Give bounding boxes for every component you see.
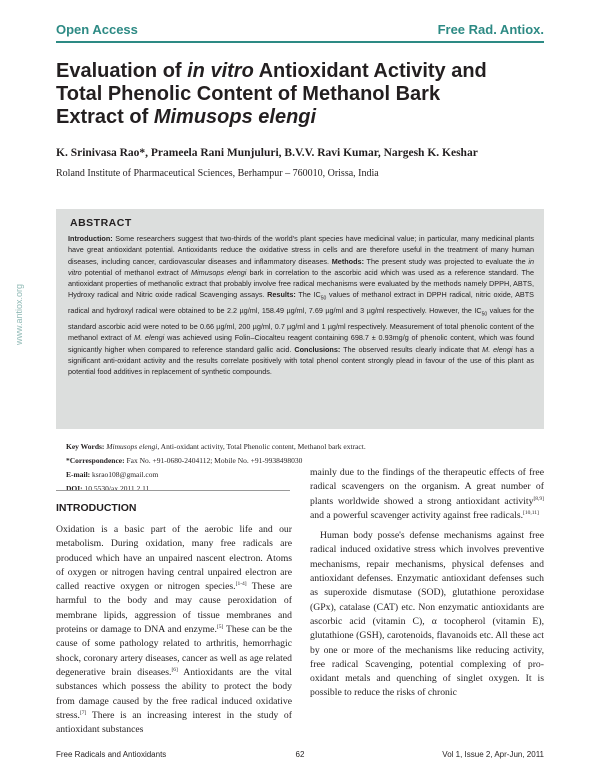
abstract-intro-label: Introduction: bbox=[68, 234, 113, 243]
abstract-results-text: values for the standard ascorbic acid were noted to be 0.66 µg/ml, 200 µg/ml, 0.7 µg/ml and 1 µg/ml respectively. Measurement of total phenolic content of the methanol extract of bbox=[68, 306, 534, 343]
abstract-results-text: The IC bbox=[295, 290, 321, 300]
doi-link[interactable]: 10.5530/ax.2011.2.11 bbox=[82, 484, 150, 493]
intro-text: There is an increasing interest in the study of antioxidant substances bbox=[56, 709, 292, 736]
email-label: E-mail: bbox=[66, 470, 91, 479]
email-link[interactable]: ksrao108@gmail.com bbox=[90, 470, 159, 479]
side-url-text: www.antiox.org bbox=[14, 283, 24, 345]
abstract-methods-label: Methods: bbox=[331, 256, 364, 266]
article-title bbox=[56, 60, 496, 129]
abstract-conclusions-text: The observed results clearly indicate that bbox=[340, 344, 483, 354]
intro-text: mainly due to the findings of the therapeutic effects of free radical scavengers on the organism. A great number of plants worldwide showed a strong antioxidant activity bbox=[310, 467, 544, 507]
intro-text: These are harmful to the body and may cause peroxidation of membrane lipids, aggression of tissue membranes and proteins or damage to DNA and enzyme. bbox=[56, 581, 293, 636]
keywords-line bbox=[66, 440, 536, 454]
citation[interactable]: [7] bbox=[79, 709, 87, 716]
citation[interactable]: [5] bbox=[216, 623, 224, 630]
abstract-methods-text: potential of methanol extract of bbox=[81, 267, 191, 277]
abstract-results-text: was achieved using Folin–Ciocalteu reagent containing 698.7 ± 0.93mg/g of phenolic content, which was found signicantly higher when compared to reference standard gallic acid. bbox=[68, 333, 535, 354]
affiliation: Roland Institute of Pharmaceutical Sciences, Berhampur – 760010, Orissa, India bbox=[56, 168, 379, 179]
footer-journal: Free Radicals and Antioxidants bbox=[56, 750, 167, 759]
introduction-heading: INTRODUCTION bbox=[56, 502, 137, 514]
ic50-subscript: 50 bbox=[320, 295, 327, 302]
keywords-italic: Mimusops elengi, bbox=[106, 442, 160, 451]
doi-label: DOI: bbox=[66, 484, 83, 493]
authors: K. Srinivasa Rao*, Prameela Rani Munjuluri, B.V.V. Ravi Kumar, Nargesh K. Keshar bbox=[56, 147, 478, 159]
abstract-methods-italic: in vitro bbox=[68, 256, 534, 277]
title-italic-1: in vitro bbox=[187, 60, 254, 82]
intro-text: and a powerful scavenger activity against free radicals. bbox=[310, 509, 524, 521]
citation[interactable]: [1-4] bbox=[235, 580, 247, 587]
body-column-right bbox=[310, 466, 544, 701]
title-part-2: Antioxidant Activity and Total Phenolic Content of Methanol Bark Extract of bbox=[56, 60, 487, 128]
keywords-text: Anti-oxidant activity, Total Phenolic content, Methanol bark extract. bbox=[159, 442, 366, 451]
footer-page-number: 62 bbox=[295, 750, 305, 759]
header-rule bbox=[56, 41, 544, 43]
page-footer bbox=[56, 750, 544, 764]
footer-issue: Vol 1, Issue 2, Apr-Jun, 2011 bbox=[442, 750, 544, 759]
intro-text: Antioxidants are the vital substances which possess the ability to protect the body from damage caused by the free radical induced oxidative stress. bbox=[56, 666, 292, 721]
abstract-methods-italic: Mimusops elengi bbox=[191, 267, 247, 277]
ic50-subscript: 50 bbox=[481, 311, 488, 318]
body-column-left bbox=[56, 523, 292, 737]
correspondence-label: *Correspondence: bbox=[66, 456, 125, 465]
citation[interactable]: [10,11] bbox=[523, 509, 539, 516]
side-watermark-url bbox=[14, 275, 26, 345]
abstract-methods-text: bark in correlation to the ascorbic acid which was used as a reference standard. The antioxidant properties of methanolic extract that probably involve free radical mechanisms were evaluated by the methods namely DPPH, ABTS, Hydroxy radical and Nitric oxide radical Scavenging assays. bbox=[68, 267, 534, 300]
abstract-methods-text: The present study was projected to evaluate the bbox=[363, 256, 529, 266]
abstract-text bbox=[68, 233, 534, 377]
abstract-conclusions-italic: M. elengi bbox=[482, 344, 513, 354]
meta-divider bbox=[56, 490, 290, 491]
intro-paragraph-1 bbox=[56, 523, 292, 737]
keywords-label: Key Words: bbox=[66, 442, 105, 451]
intro-text: These can be the cause of some pathology related to arthritis, hemorrhagic shock, coronary artery diseases, cancer as well as age related degenerative brain diseases. bbox=[56, 624, 292, 678]
journal-abbreviation: Free Rad. Antiox. bbox=[437, 22, 544, 37]
journal-header bbox=[56, 22, 544, 40]
intro-text: Oxidation is a basic part of the aerobic life and our metabolism. During oxidation, many free radicals are produced which have an unpaired nascent electron. Atoms of oxygen or nitrogen having central unpaired electron are called reactive oxygen or nitrogen species. bbox=[56, 524, 292, 593]
abstract-box bbox=[56, 209, 544, 429]
open-access-label: Open Access bbox=[56, 22, 138, 37]
correspondence-text: Fax No. +91-0680-2404112; Mobile No. +91-9938498030 bbox=[124, 456, 303, 465]
abstract-results-label: Results: bbox=[267, 290, 296, 300]
intro-paragraph-1-continued bbox=[310, 466, 544, 523]
abstract-heading: ABSTRACT bbox=[70, 217, 132, 229]
abstract-conclusions-label: Conclusions: bbox=[294, 344, 341, 354]
abstract-conclusions-text: has a significant anti-oxidant activity and the results correlate positively with total phenol content strongly plead in favour of the use of this plant as potential food additives in replacement of synthetic compounds. bbox=[68, 344, 535, 377]
citation[interactable]: [8,9] bbox=[533, 495, 544, 502]
abstract-results-italic: M. elengi bbox=[134, 333, 165, 343]
title-italic-2: Mimusops elengi bbox=[153, 106, 317, 128]
intro-paragraph-2: Human body posse's defense mechanisms against free radical induced oxidative stress which involves preventive mechanisms, repair mechanisms, physical defenses and antioxidant defenses. Enzymatic antioxidant defenses such as superoxide dismutase (SOD), glutathione peroxidase (GPx), catalase (CAT) etc. Non enzymatic antioxidants are ascorbic acid (vitamin C), α tocopherol (vitamin E), glutathione (GSH), carotenoids, flavanoids etc. All these act by one or more of the mechanisms like reducing activity, free radical Scavenging, potential complexing of pro-oxidant metals and quenching of singlet oxygen. It is possible to reduce the risks of chronic bbox=[310, 530, 544, 699]
abstract-results-text: values of methanol extract in DPPH radical, nitric oxide, ABTS radical and hydroxyl radical were obtained to be 2.2 µg/ml, 158.49 µg/ml, 7.69 µg/ml and 3 µg/ml respectively. However, the IC bbox=[68, 290, 535, 316]
title-part-1: Evaluation of bbox=[56, 60, 188, 82]
citation[interactable]: [6] bbox=[171, 666, 178, 673]
abstract-intro-text: Some researchers suggest that two-thirds of the world's plant species have medicinal value; in particular, many medicinal plants have great antioxidant potential. Antioxidants reduce the oxidative stress in cells and are therefore useful in the treatment of many human diseases, including cancer, cardiovascular diseases and inflammatory diseases. bbox=[68, 234, 534, 266]
